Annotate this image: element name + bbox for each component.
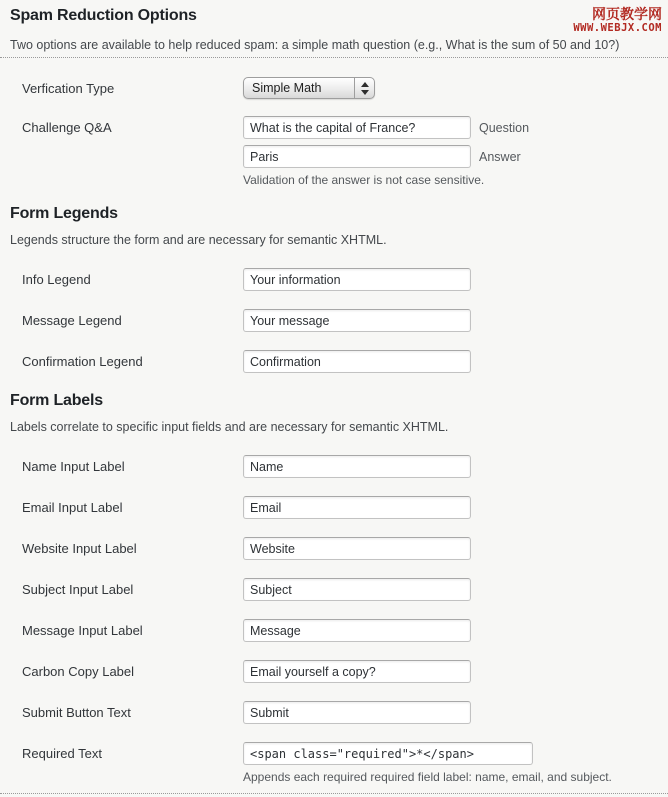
row-carbon-copy-label [10,660,658,683]
spam-section-description: Two options are available to help reduced spam: a simple math question (e.g., What is the sum of 50 and 10?) [10,38,620,52]
legends-section-description: Legends structure the form and are necessary for semantic XHTML. [10,233,387,247]
message-legend-label: Message Legend [22,313,122,328]
watermark-line2: WWW.WEBJX.COM [573,22,662,35]
row-verification-type [10,77,658,99]
select-up-arrow-icon [361,82,369,87]
website-input-label: Website Input Label [22,541,137,556]
watermark [573,6,662,34]
row-message-input-label [10,619,658,642]
name-input-label-field[interactable] [243,455,471,478]
row-info-legend [10,268,658,291]
verification-type-select[interactable] [243,77,375,99]
required-text-field[interactable] [243,742,533,765]
info-legend-label: Info Legend [22,272,91,287]
confirmation-legend-field[interactable] [243,350,471,373]
submit-button-text-field[interactable] [243,701,471,724]
subject-input-label-field[interactable] [243,578,471,601]
row-email-input-label [10,496,658,519]
required-text-label: Required Text [22,746,102,761]
row-name-input-label [10,455,658,478]
row-subject-input-label [10,578,658,601]
challenge-question-side-label: Question [479,120,530,135]
message-input-label: Message Input Label [22,623,143,638]
challenge-answer-field[interactable] [243,145,471,168]
email-input-label: Email Input Label [22,500,123,515]
challenge-answer-note: Validation of the answer is not case sensitive. [243,173,485,187]
info-legend-field[interactable] [243,268,471,291]
select-stepper [354,78,374,98]
row-challenge-qa [10,116,658,187]
email-input-label-field[interactable] [243,496,471,519]
website-input-label-field[interactable] [243,537,471,560]
verification-type-selected-value: Simple Math [252,81,322,95]
watermark-line1: 网页教学网 [592,6,662,22]
row-confirmation-legend [10,350,658,373]
labels-section-title: Form Labels [10,392,103,409]
carbon-copy-label: Carbon Copy Label [22,664,135,679]
labels-section-description: Labels correlate to specific input fields and are necessary for semantic XHTML. [10,420,449,434]
challenge-question-field[interactable] [243,116,471,139]
row-submit-button-text [10,701,658,724]
message-input-label-field[interactable] [243,619,471,642]
section-divider [0,57,668,58]
spam-rows [10,77,658,187]
spam-section-title: Spam Reduction Options [10,7,197,24]
row-message-legend [10,309,658,332]
name-input-label: Name Input Label [22,459,125,474]
carbon-copy-label-field[interactable] [243,660,471,683]
legends-rows [10,268,658,373]
row-required-text [10,742,658,784]
required-text-note: Appends each required required field label: name, email, and subject. [243,770,612,784]
subject-input-label: Subject Input Label [22,582,134,597]
labels-rows [10,455,658,784]
legends-section-title: Form Legends [10,205,118,222]
message-legend-field[interactable] [243,309,471,332]
bottom-section-divider [0,793,668,794]
confirmation-legend-label: Confirmation Legend [22,354,143,369]
challenge-qa-label: Challenge Q&A [22,120,112,135]
row-website-input-label [10,537,658,560]
select-down-arrow-icon [361,90,369,95]
challenge-answer-side-label: Answer [479,149,521,164]
verification-type-label: Verfication Type [22,81,115,96]
submit-button-text-label: Submit Button Text [22,705,131,720]
